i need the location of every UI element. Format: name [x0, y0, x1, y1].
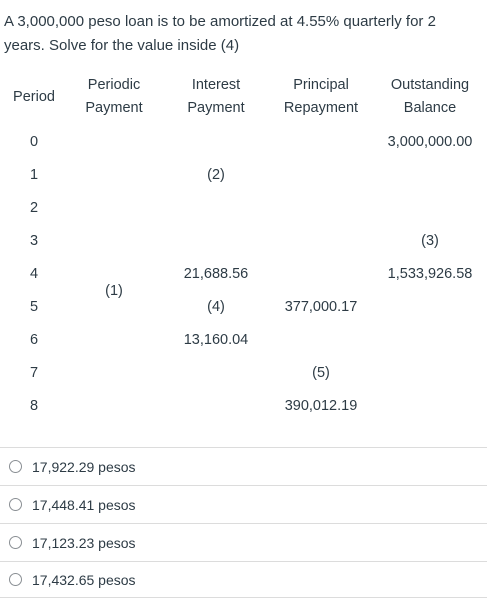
payment-placeholder: (1) [105, 283, 123, 299]
header-outstanding-balance-line1: Outstanding [390, 77, 470, 93]
radio-circle-icon[interactable] [9, 573, 22, 586]
balance-period-3: (3) [421, 233, 439, 249]
period-0: 0 [29, 134, 39, 150]
header-periodic-payment-line2: Payment [85, 100, 143, 116]
principal-period-7: (5) [312, 365, 330, 381]
header-period: Period [13, 89, 55, 105]
principal-period-5: 377,000.17 [284, 299, 358, 315]
answer-choices [0, 447, 487, 598]
header-interest-payment-line2: Payment [187, 100, 245, 116]
answer-option-1-label: 17,922.29 pesos [32, 458, 136, 475]
header-interest-payment [187, 74, 244, 120]
period-7: 7 [29, 365, 39, 381]
header-outstanding-balance-line2: Balance [403, 100, 457, 116]
answer-option-3-label: 17,123.23 pesos [32, 534, 136, 551]
interest-period-4: 21,688.56 [183, 266, 249, 282]
period-3: 3 [29, 233, 39, 249]
period-4: 4 [29, 266, 39, 282]
principal-period-8: 390,012.19 [284, 398, 358, 414]
radio-circle-icon[interactable] [9, 460, 22, 473]
header-principal-repayment [284, 74, 358, 120]
answer-option-4[interactable] [0, 561, 487, 598]
period-6: 6 [29, 332, 39, 348]
question-line-1: A 3,000,000 peso loan is to be amortized at 4.55% quarterly for 2 [4, 13, 436, 30]
question-text [4, 10, 484, 58]
header-outstanding-balance [391, 74, 469, 120]
answer-option-4-label: 17,432.65 pesos [32, 571, 136, 588]
radio-circle-icon[interactable] [9, 536, 22, 549]
radio-circle-icon[interactable] [9, 498, 22, 511]
balance-period-4: 1,533,926.58 [387, 266, 473, 282]
interest-period-1: (2) [207, 167, 225, 183]
header-periodic-payment-line1: Periodic [87, 77, 141, 93]
balance-period-0: 3,000,000.00 [387, 134, 473, 150]
period-5: 5 [29, 299, 39, 315]
interest-period-5: (4) [207, 299, 225, 315]
answer-option-3[interactable] [0, 523, 487, 561]
period-1: 1 [29, 167, 39, 183]
answer-option-1[interactable] [0, 447, 487, 485]
interest-period-6: 13,160.04 [183, 332, 249, 348]
question-line-2: years. Solve for the value inside (4) [4, 37, 240, 54]
answer-option-2[interactable] [0, 485, 487, 523]
answer-option-2-label: 17,448.41 pesos [32, 496, 136, 513]
period-8: 8 [29, 398, 39, 414]
header-principal-repayment-line1: Principal [293, 77, 349, 93]
header-principal-repayment-line2: Repayment [283, 100, 359, 116]
period-2: 2 [29, 200, 39, 216]
header-periodic-payment [85, 74, 142, 120]
header-interest-payment-line1: Interest [191, 77, 241, 93]
